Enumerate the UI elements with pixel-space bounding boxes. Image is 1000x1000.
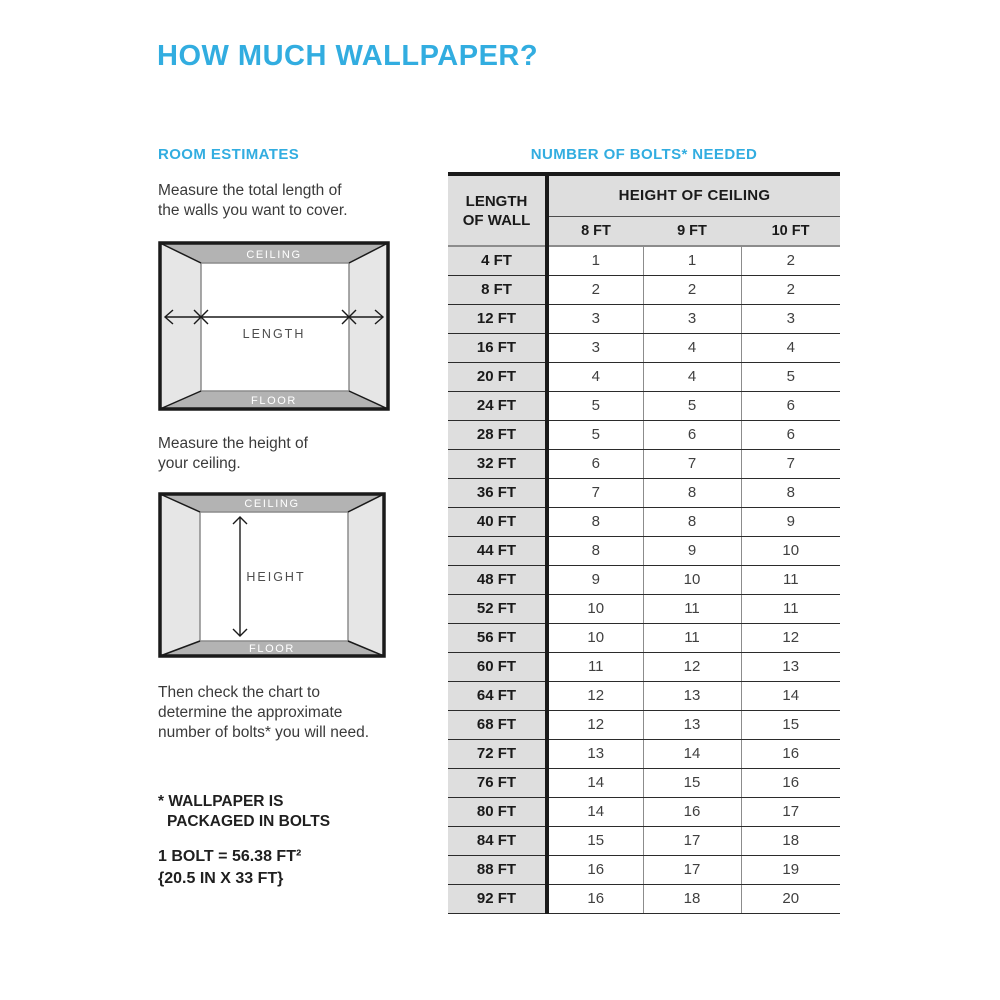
bolt-count-cell: 17 — [643, 826, 741, 855]
table-row — [448, 507, 840, 536]
bolt-count-cell: 9 — [547, 565, 643, 594]
bolt-count-cell: 6 — [643, 420, 741, 449]
bolts-table-container — [448, 172, 840, 914]
table-row — [448, 797, 840, 826]
table-row — [448, 420, 840, 449]
bolt-count-cell: 16 — [547, 855, 643, 884]
bolts-table — [448, 172, 840, 914]
bolt-count-cell: 2 — [741, 275, 840, 304]
table-row — [448, 333, 840, 362]
bolt-count-cell: 1 — [547, 246, 643, 275]
bolt-count-cell: 3 — [547, 304, 643, 333]
wall-length-cell: 44 FT — [448, 536, 547, 565]
bolt-count-cell: 14 — [547, 768, 643, 797]
wall-length-cell: 56 FT — [448, 623, 547, 652]
floor-label: FLOOR — [249, 643, 295, 655]
bolt-count-cell: 20 — [741, 884, 840, 913]
bolts-table-body — [448, 246, 840, 913]
instruction-line: determine the approximate — [158, 704, 343, 721]
bolt-count-cell: 14 — [547, 797, 643, 826]
bolt-count-cell: 6 — [741, 420, 840, 449]
ceiling-height-column-header: 9 FT — [643, 216, 741, 246]
wall-length-cell: 24 FT — [448, 391, 547, 420]
measure-length-instruction — [158, 181, 348, 221]
bolts-needed-heading: NUMBER OF BOLTS* NEEDED — [530, 146, 758, 163]
bolt-count-cell: 10 — [643, 565, 741, 594]
bolt-count-cell: 8 — [741, 478, 840, 507]
ceiling-height-column-header: 8 FT — [547, 216, 643, 246]
bolt-count-cell: 1 — [643, 246, 741, 275]
floor-label: FLOOR — [251, 395, 297, 407]
bolt-count-cell: 3 — [547, 333, 643, 362]
table-row — [448, 768, 840, 797]
wall-length-cell: 48 FT — [448, 565, 547, 594]
bolt-count-cell: 7 — [547, 478, 643, 507]
bolt-count-cell: 4 — [547, 362, 643, 391]
wall-length-cell: 64 FT — [448, 681, 547, 710]
table-row — [448, 391, 840, 420]
table-row — [448, 652, 840, 681]
table-row — [448, 855, 840, 884]
table-row — [448, 739, 840, 768]
bolt-count-cell: 7 — [643, 449, 741, 478]
wall-length-cell: 32 FT — [448, 449, 547, 478]
room-estimates-heading: ROOM ESTIMATES — [158, 146, 300, 163]
measure-height-instruction — [158, 434, 308, 474]
wall-length-cell: 88 FT — [448, 855, 547, 884]
instruction-line: Measure the height of — [158, 435, 308, 452]
room-height-diagram — [158, 492, 386, 658]
bolt-count-cell: 11 — [547, 652, 643, 681]
wall-length-cell: 80 FT — [448, 797, 547, 826]
table-row — [448, 681, 840, 710]
wall-length-cell: 92 FT — [448, 884, 547, 913]
bolt-count-cell: 14 — [741, 681, 840, 710]
bolt-count-cell: 2 — [643, 275, 741, 304]
bolt-count-cell: 2 — [547, 275, 643, 304]
bolt-count-cell: 8 — [643, 478, 741, 507]
bolt-count-cell: 15 — [643, 768, 741, 797]
table-row — [448, 478, 840, 507]
table-row — [448, 304, 840, 333]
bolt-count-cell: 19 — [741, 855, 840, 884]
footnote-line: * WALLPAPER IS — [158, 793, 284, 810]
wall-length-cell: 60 FT — [448, 652, 547, 681]
bolt-count-cell: 5 — [643, 391, 741, 420]
bolt-count-cell: 17 — [741, 797, 840, 826]
bolt-count-cell: 18 — [643, 884, 741, 913]
instruction-line: Measure the total length of — [158, 182, 342, 199]
height-label: HEIGHT — [246, 570, 306, 584]
bolt-count-cell: 13 — [741, 652, 840, 681]
wall-length-cell: 84 FT — [448, 826, 547, 855]
ceiling-height-column-header: 10 FT — [741, 216, 840, 246]
footnote-line: PACKAGED IN BOLTS — [167, 813, 331, 830]
bolt-count-cell: 11 — [741, 565, 840, 594]
bolt-count-cell: 11 — [741, 594, 840, 623]
room-length-diagram — [158, 241, 390, 411]
bolt-count-cell: 16 — [741, 739, 840, 768]
bolt-count-cell: 13 — [643, 681, 741, 710]
bolt-count-cell: 8 — [643, 507, 741, 536]
bolt-count-cell: 3 — [741, 304, 840, 333]
wall-length-cell: 68 FT — [448, 710, 547, 739]
instruction-line: Then check the chart to — [158, 684, 320, 701]
check-chart-instruction — [158, 683, 369, 743]
wall-length-cell: 28 FT — [448, 420, 547, 449]
bolt-equivalence-note — [158, 846, 301, 890]
bolt-count-cell: 9 — [643, 536, 741, 565]
ceiling-height-group-header: HEIGHT OF CEILING — [547, 174, 840, 216]
bolt-count-cell: 8 — [547, 507, 643, 536]
bolt-count-cell: 4 — [643, 333, 741, 362]
bolt-count-cell: 6 — [741, 391, 840, 420]
bolt-count-cell: 15 — [547, 826, 643, 855]
bolt-count-cell: 8 — [547, 536, 643, 565]
table-row — [448, 536, 840, 565]
bolts-footnote — [158, 792, 330, 832]
bolt-count-cell: 13 — [643, 710, 741, 739]
length-label: LENGTH — [242, 327, 306, 341]
bolt-equivalence-line: {20.5 IN X 33 FT} — [158, 870, 284, 887]
wall-length-cell: 76 FT — [448, 768, 547, 797]
bolt-count-cell: 2 — [741, 246, 840, 275]
bolt-count-cell: 10 — [741, 536, 840, 565]
wall-length-cell: 20 FT — [448, 362, 547, 391]
bolt-count-cell: 10 — [547, 623, 643, 652]
ceiling-label: CEILING — [246, 249, 302, 261]
bolt-count-cell: 12 — [643, 652, 741, 681]
table-row — [448, 362, 840, 391]
table-row — [448, 594, 840, 623]
bolt-count-cell: 14 — [643, 739, 741, 768]
bolt-count-cell: 5 — [741, 362, 840, 391]
instruction-line: number of bolts* you will need. — [158, 724, 370, 741]
bolt-count-cell: 6 — [547, 449, 643, 478]
bolt-count-cell: 5 — [547, 391, 643, 420]
wall-length-cell: 4 FT — [448, 246, 547, 275]
bolt-count-cell: 16 — [741, 768, 840, 797]
bolts-table-header — [448, 174, 840, 246]
bolt-count-cell: 12 — [547, 681, 643, 710]
bolt-count-cell: 18 — [741, 826, 840, 855]
table-row — [448, 826, 840, 855]
bolt-count-cell: 3 — [643, 304, 741, 333]
bolt-count-cell: 13 — [547, 739, 643, 768]
wall-length-cell: 36 FT — [448, 478, 547, 507]
bolt-count-cell: 15 — [741, 710, 840, 739]
bolt-count-cell: 4 — [741, 333, 840, 362]
wall-header-line: OF WALL — [462, 211, 531, 229]
table-row — [448, 565, 840, 594]
wall-length-cell: 12 FT — [448, 304, 547, 333]
bolt-count-cell: 10 — [547, 594, 643, 623]
bolt-count-cell: 9 — [741, 507, 840, 536]
bolt-count-cell: 7 — [741, 449, 840, 478]
table-row — [448, 710, 840, 739]
table-row — [448, 623, 840, 652]
table-row — [448, 884, 840, 913]
bolt-count-cell: 16 — [643, 797, 741, 826]
instruction-line: your ceiling. — [158, 455, 241, 472]
wall-length-cell: 16 FT — [448, 333, 547, 362]
bolt-equivalence-line: 1 BOLT = 56.38 FT² — [158, 848, 302, 865]
table-row — [448, 449, 840, 478]
wall-length-cell: 52 FT — [448, 594, 547, 623]
bolt-count-cell: 11 — [643, 594, 741, 623]
bolt-count-cell: 12 — [741, 623, 840, 652]
page-title: HOW MUCH WALLPAPER? — [157, 40, 539, 72]
bolt-count-cell: 17 — [643, 855, 741, 884]
wall-length-cell: 72 FT — [448, 739, 547, 768]
bolt-count-cell: 11 — [643, 623, 741, 652]
bolt-count-cell: 5 — [547, 420, 643, 449]
wall-length-cell: 40 FT — [448, 507, 547, 536]
instruction-line: the walls you want to cover. — [158, 202, 348, 219]
wall-length-cell: 8 FT — [448, 275, 547, 304]
wall-header-line: LENGTH — [465, 192, 528, 210]
bolt-count-cell: 12 — [547, 710, 643, 739]
bolt-count-cell: 4 — [643, 362, 741, 391]
ceiling-label: CEILING — [244, 498, 300, 510]
bolt-count-cell: 16 — [547, 884, 643, 913]
table-row — [448, 246, 840, 275]
table-row — [448, 275, 840, 304]
wall-length-column-header — [448, 174, 547, 246]
